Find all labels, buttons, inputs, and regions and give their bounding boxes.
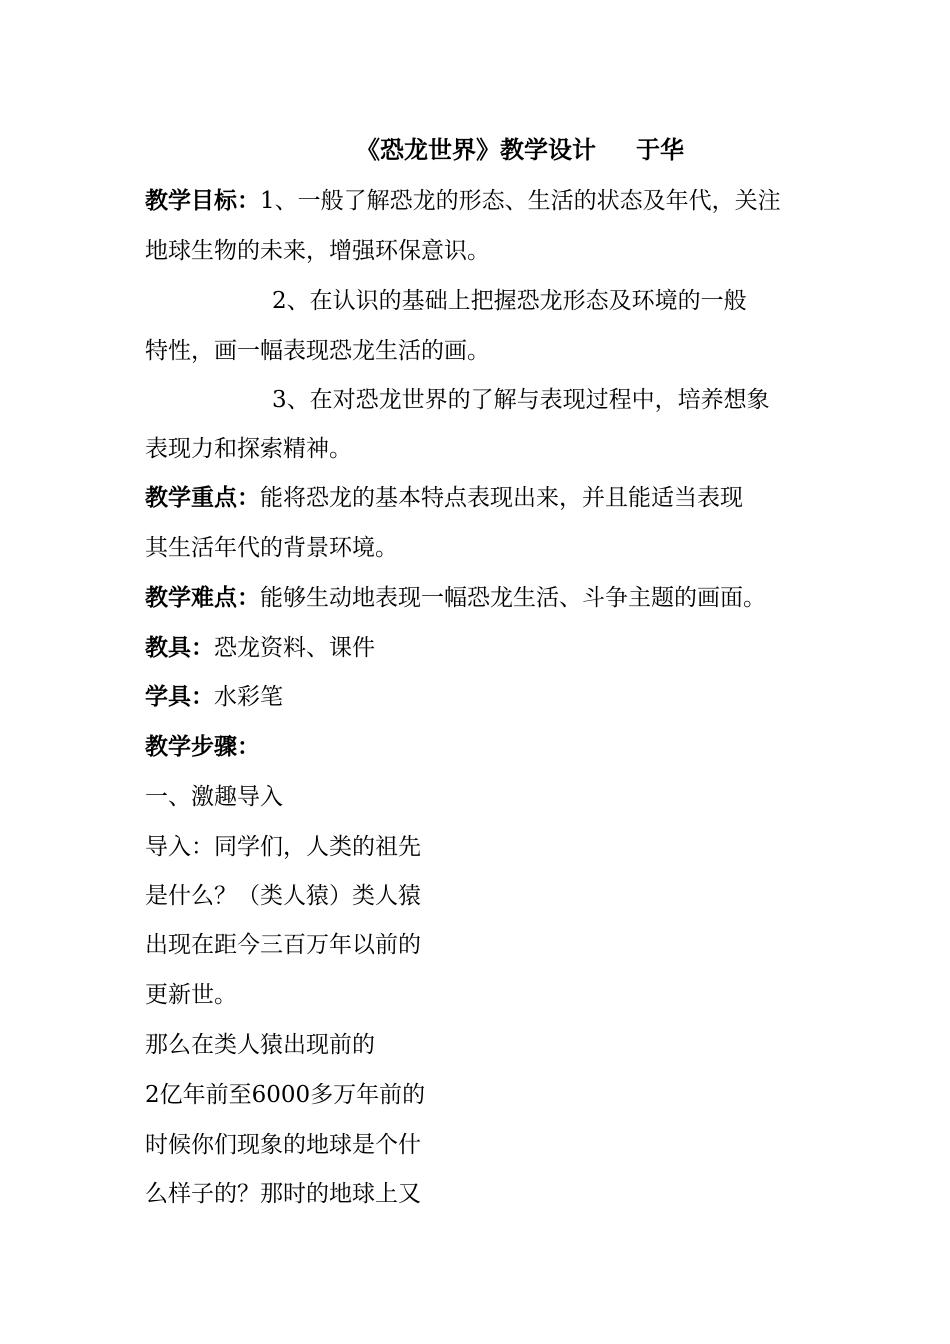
section-1-heading: 一、激趣导入 — [145, 784, 283, 810]
objectives-line-2: 地球生物的未来，增强环保意识。 — [145, 238, 490, 264]
body-line: 是什么？（类人猿）类人猿 — [145, 883, 421, 909]
key-points-text: 能将恐龙的基本特点表现出来，并且能适当表现 — [260, 485, 743, 511]
steps-heading: 教学步骤： — [145, 733, 260, 760]
body-line: 更新世。 — [145, 982, 237, 1008]
teaching-aids-label: 教具： — [145, 634, 214, 661]
objectives-label: 教学目标： — [145, 187, 260, 214]
body-line: 么样子的？那时的地球上又 — [145, 1181, 421, 1207]
objective-2-line-2: 特性，画一幅表现恐龙生活的画。 — [145, 338, 490, 364]
body-line: 那么在类人猿出现前的 — [145, 1032, 375, 1058]
objective-1-text: 1、一般了解恐龙的形态、生活的状态及年代，关注 — [260, 188, 781, 214]
body-line: 2亿年前至6000多万年前的 — [145, 1082, 426, 1108]
key-points-label: 教学重点： — [145, 484, 260, 511]
difficulties-label: 教学难点： — [145, 584, 260, 611]
document-title — [356, 133, 684, 167]
body-line: 导入：同学们，人类的祖先 — [145, 834, 421, 860]
body-line: 出现在距今三百万年以前的 — [145, 932, 421, 958]
key-points-line-1 — [145, 482, 815, 514]
learning-aids-line — [145, 681, 815, 713]
objective-2-line-1: 2、在认识的基础上把握恐龙形态及环境的一般 — [272, 288, 747, 314]
objective-3-line-1: 3、在对恐龙世界的了解与表现过程中，培养想象 — [272, 387, 770, 413]
teaching-aids-line — [145, 632, 815, 664]
learning-aids-label: 学具： — [145, 683, 214, 710]
learning-aids-text: 水彩笔 — [214, 684, 283, 710]
objectives-line-1 — [145, 185, 815, 217]
difficulties-line — [145, 582, 815, 614]
objective-3-line-2: 表现力和探索精神。 — [145, 436, 352, 462]
difficulties-text: 能够生动地表现一幅恐龙生活、斗争主题的画面。 — [260, 585, 766, 611]
key-points-line-2: 其生活年代的背景环境。 — [145, 535, 398, 561]
teaching-aids-text: 恐龙资料、课件 — [214, 635, 375, 661]
title-text: 《恐龙世界》教学设计 — [356, 135, 596, 164]
body-line: 时候你们现象的地球是个什 — [145, 1132, 421, 1158]
author-name: 于华 — [636, 135, 684, 164]
